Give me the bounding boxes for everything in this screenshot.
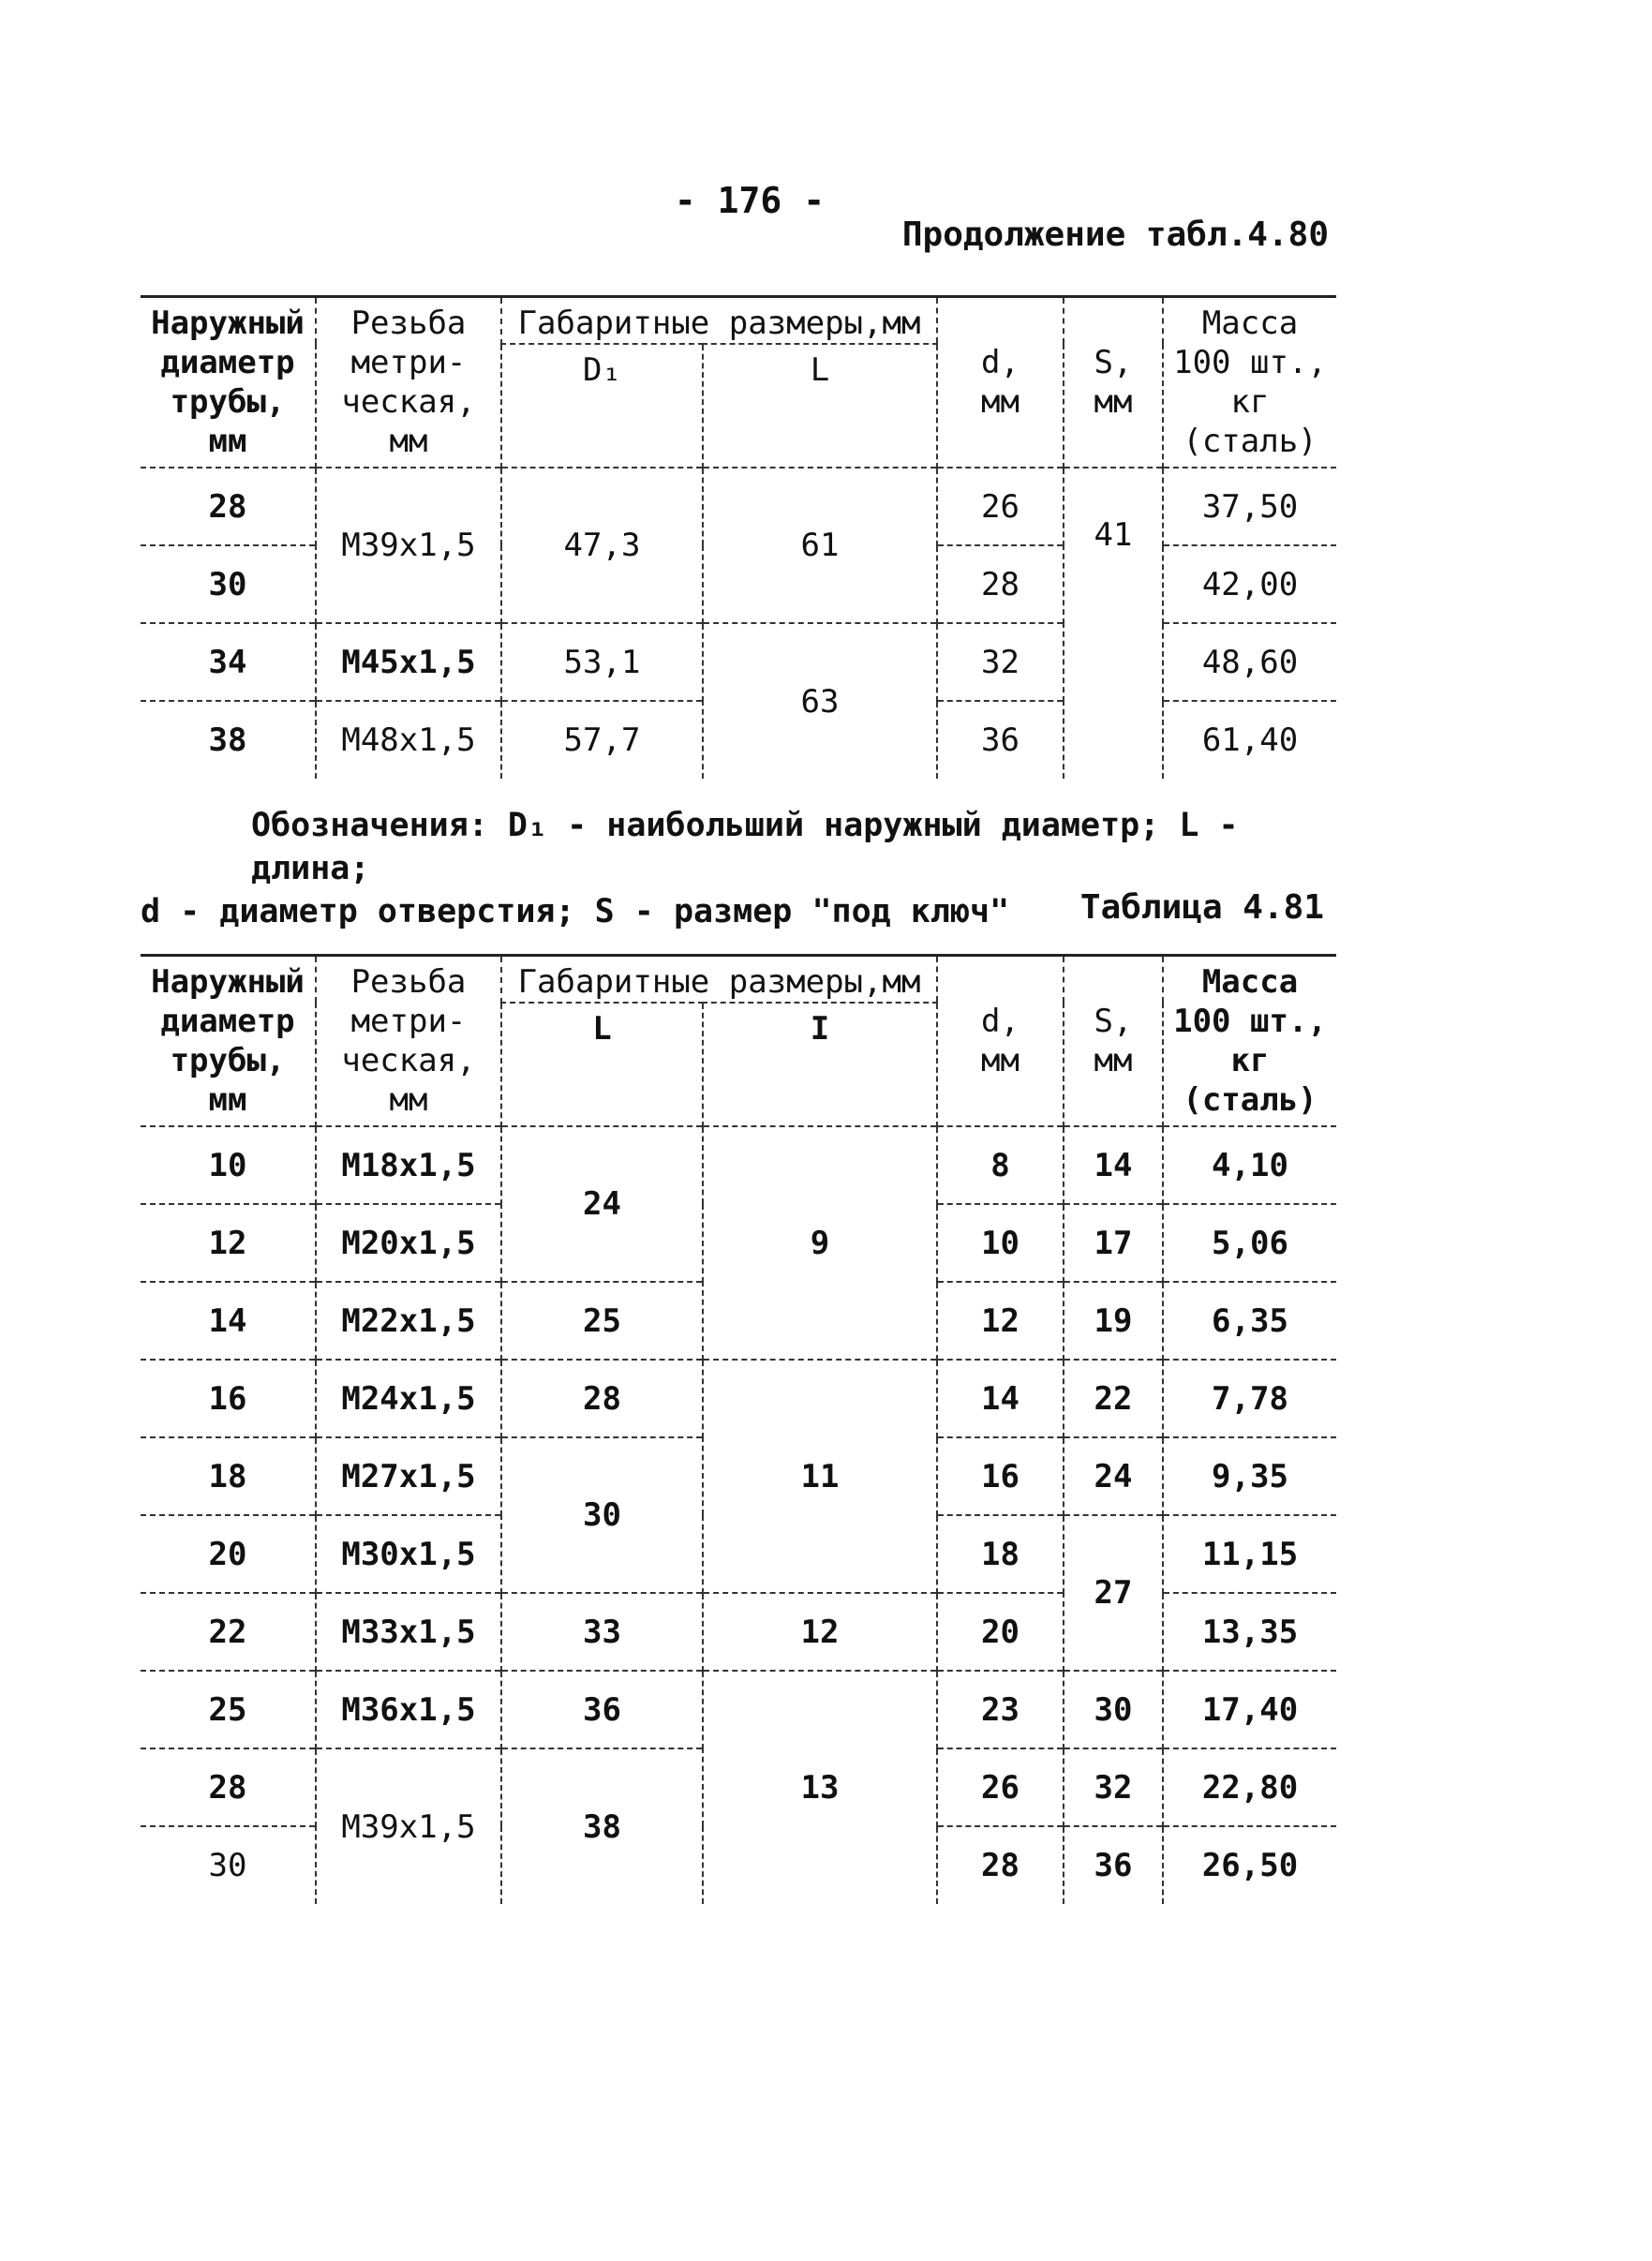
header-s: S, мм: [1064, 297, 1163, 469]
header-row: [141, 297, 1336, 345]
header-dimensions: Габаритные размеры,мм: [501, 297, 937, 345]
cell-d: 26: [937, 468, 1064, 545]
header-outer-diameter: Наружный диаметр трубы, мм: [151, 305, 305, 460]
cell-d1: 53,1: [501, 623, 703, 701]
header-i: I: [703, 1003, 937, 1126]
cell-d: 26: [937, 1748, 1064, 1826]
cell-mass: 42,00: [1163, 545, 1336, 623]
table-row: [141, 468, 1336, 545]
cell-mass: 26,50: [1163, 1826, 1336, 1904]
header-d: d, мм: [937, 956, 1064, 1127]
header-l: L: [703, 344, 937, 468]
cell-outer: 30: [141, 1826, 316, 1904]
cell-l: 33: [501, 1593, 703, 1671]
header-dimensions: Габаритные размеры,мм: [501, 956, 937, 1004]
cell-l: 63: [703, 623, 937, 779]
cell-d: 23: [937, 1671, 1064, 1748]
header-row: [141, 956, 1336, 1004]
table-row: [141, 1360, 1336, 1437]
cell-outer: 22: [141, 1593, 316, 1671]
cell-d: 28: [937, 545, 1064, 623]
header-thread: Резьба метри- ческая, мм: [316, 956, 501, 1127]
cell-d: 10: [937, 1204, 1064, 1282]
cell-thread: М30х1,5: [316, 1515, 501, 1593]
page-number: - 176 -: [674, 180, 826, 221]
cell-mass: 11,15: [1163, 1515, 1336, 1593]
header-mass: Масса 100 шт., кг (сталь): [1163, 297, 1336, 469]
cell-thread: М48х1,5: [316, 701, 501, 779]
cell-s: 19: [1064, 1282, 1163, 1360]
cell-s: 24: [1064, 1437, 1163, 1515]
cell-thread: М18х1,5: [316, 1126, 501, 1204]
cell-l: 61: [703, 468, 937, 623]
cell-thread: М33х1,5: [316, 1593, 501, 1671]
cell-outer: 10: [141, 1126, 316, 1204]
cell-s: 27: [1064, 1515, 1163, 1671]
cell-outer: 20: [141, 1515, 316, 1593]
header-l: L: [501, 1003, 703, 1126]
header-d: d, мм: [937, 297, 1064, 469]
cell-mass: 13,35: [1163, 1593, 1336, 1671]
table-4-81-title: Таблица 4.81: [1079, 888, 1324, 927]
note-line-2: d - диаметр отверстия; S - размер "под ключ": [141, 893, 1010, 930]
cell-thread: М39х1,5: [316, 1748, 501, 1904]
cell-l: 38: [501, 1748, 703, 1904]
header-d1: D₁: [501, 344, 703, 468]
cell-s: 30: [1064, 1671, 1163, 1748]
cell-l: 36: [501, 1671, 703, 1748]
cell-l: 25: [501, 1282, 703, 1360]
cell-i: 9: [703, 1126, 937, 1360]
cell-mass: 6,35: [1163, 1282, 1336, 1360]
cell-i: 13: [703, 1671, 937, 1904]
header-thread: Резьба метри- ческая, мм: [316, 297, 501, 469]
cell-s: 32: [1064, 1748, 1163, 1826]
cell-thread: М45х1,5: [316, 623, 501, 701]
cell-outer: 34: [141, 623, 316, 701]
cell-d: 12: [937, 1282, 1064, 1360]
header-s: S, мм: [1064, 956, 1163, 1127]
header-outer-diameter: Наружный диаметр трубы, мм: [151, 963, 305, 1119]
cell-d: 28: [937, 1826, 1064, 1904]
cell-d: 14: [937, 1360, 1064, 1437]
cell-l: 28: [501, 1360, 703, 1437]
cell-outer: 25: [141, 1671, 316, 1748]
cell-s: 17: [1064, 1204, 1163, 1282]
table-row: [141, 1126, 1336, 1204]
cell-s: 41: [1064, 468, 1163, 779]
cell-mass: 61,40: [1163, 701, 1336, 779]
cell-thread: М36х1,5: [316, 1671, 501, 1748]
cell-i: 11: [703, 1360, 937, 1593]
cell-thread: М20х1,5: [316, 1204, 501, 1282]
cell-thread: М27х1,5: [316, 1437, 501, 1515]
cell-outer: 28: [141, 1748, 316, 1826]
table-4-81: [141, 954, 1336, 1904]
cell-mass: 48,60: [1163, 623, 1336, 701]
cell-d1: 47,3: [501, 468, 703, 623]
cell-thread: М39х1,5: [316, 468, 501, 623]
cell-d: 20: [937, 1593, 1064, 1671]
continuation-title: Продолжение табл.4.80: [901, 216, 1329, 254]
cell-d: 16: [937, 1437, 1064, 1515]
table-row: [141, 1671, 1336, 1748]
cell-s: 14: [1064, 1126, 1163, 1204]
cell-thread: М24х1,5: [316, 1360, 501, 1437]
cell-d: 32: [937, 623, 1064, 701]
cell-d: 36: [937, 701, 1064, 779]
cell-outer: 38: [141, 701, 316, 779]
table-4-80-continued: [141, 295, 1336, 779]
cell-outer: 30: [141, 545, 316, 623]
cell-l: 24: [501, 1126, 703, 1282]
cell-d: 18: [937, 1515, 1064, 1593]
header-mass: Масса 100 шт., кг (сталь): [1163, 956, 1336, 1127]
cell-s: 36: [1064, 1826, 1163, 1904]
cell-mass: 5,06: [1163, 1204, 1336, 1282]
cell-s: 22: [1064, 1360, 1163, 1437]
cell-outer: 28: [141, 468, 316, 545]
cell-l: 30: [501, 1437, 703, 1593]
cell-mass: 17,40: [1163, 1671, 1336, 1748]
cell-mass: 4,10: [1163, 1126, 1336, 1204]
cell-d: 8: [937, 1126, 1064, 1204]
cell-thread: М22х1,5: [316, 1282, 501, 1360]
cell-mass: 7,78: [1163, 1360, 1336, 1437]
cell-mass: 9,35: [1163, 1437, 1336, 1515]
cell-outer: 16: [141, 1360, 316, 1437]
cell-d1: 57,7: [501, 701, 703, 779]
cell-mass: 37,50: [1163, 468, 1336, 545]
cell-mass: 22,80: [1163, 1748, 1336, 1826]
cell-i: 12: [703, 1593, 937, 1671]
cell-outer: 12: [141, 1204, 316, 1282]
cell-outer: 14: [141, 1282, 316, 1360]
note-line-1: Обозначения: D₁ - наибольший наружный диаметр; L - длина;: [251, 807, 1239, 887]
cell-outer: 18: [141, 1437, 316, 1515]
